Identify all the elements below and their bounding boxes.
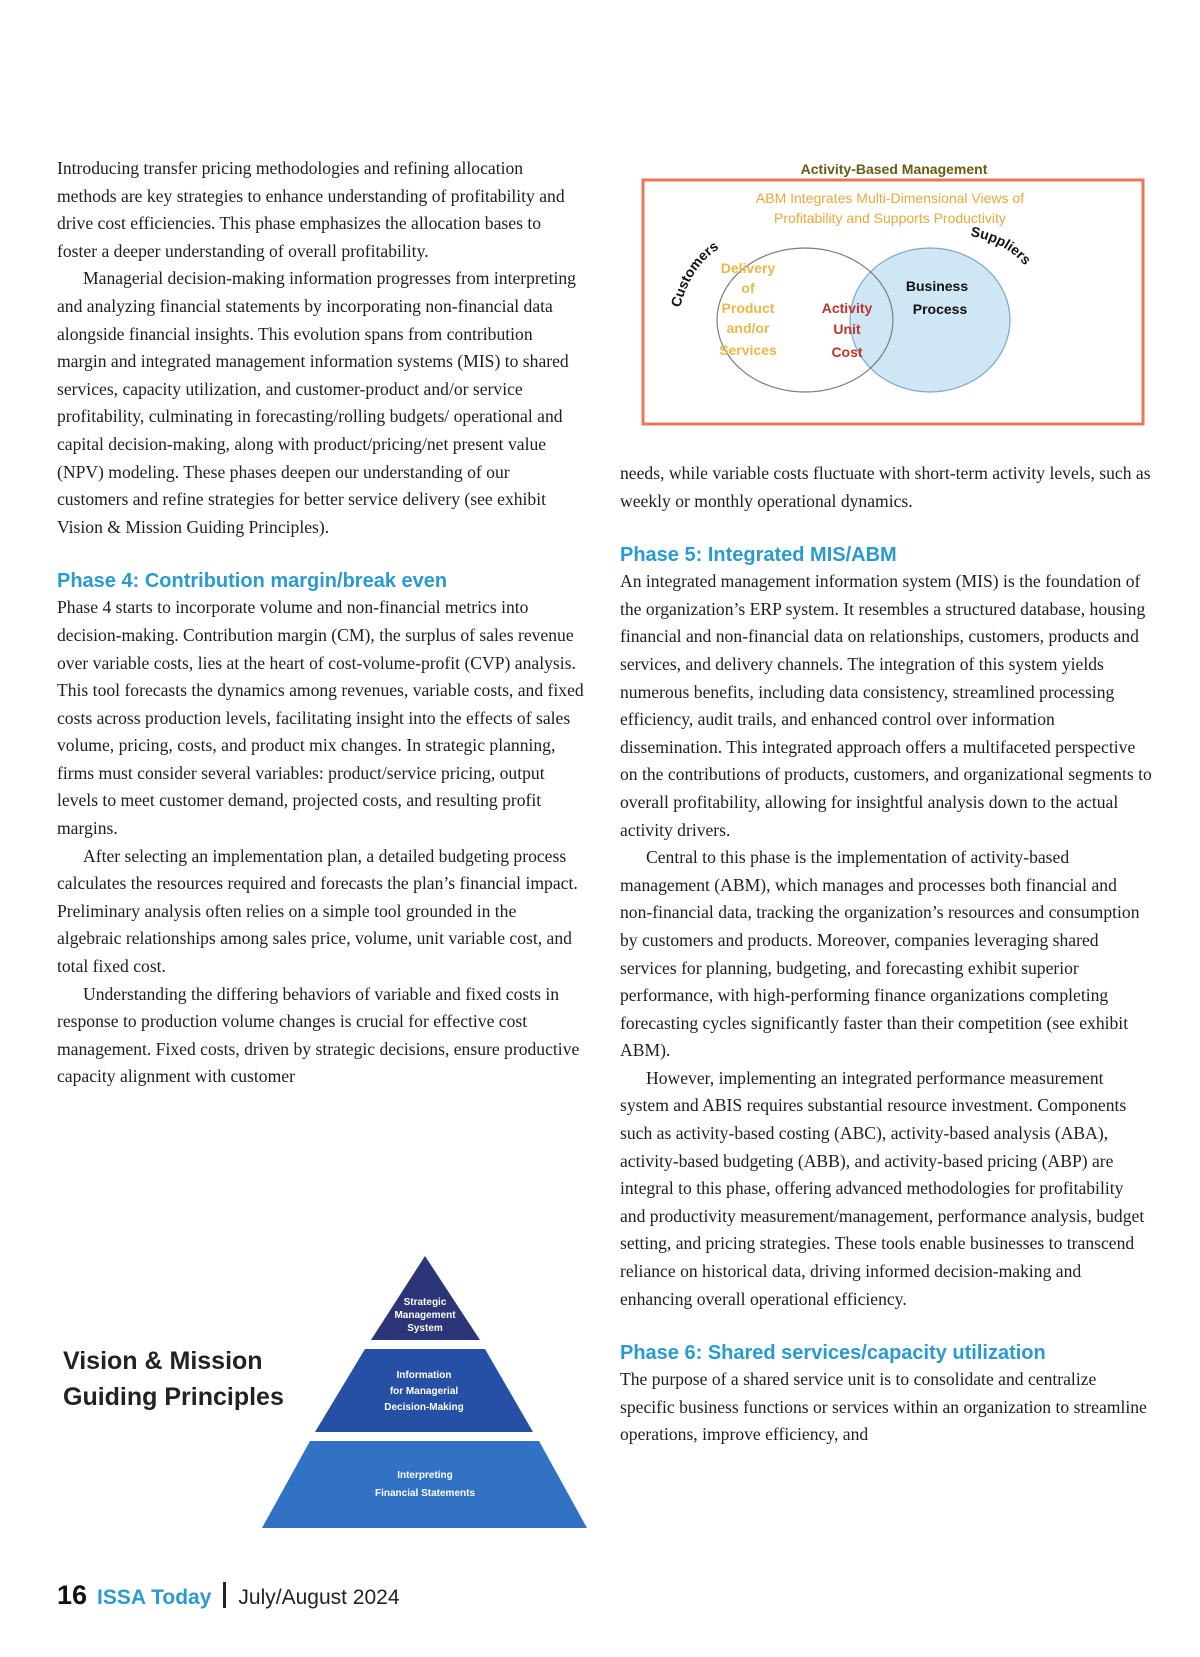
pyramid-figure bbox=[55, 1250, 595, 1540]
paragraph: After selecting an implementation plan, a detailed budgeting process calculates the resources required and forecasts the plan’s financial impact. Preliminary analysis often relies on a simple tool grounded in the algebraic relationships among sales price, volume, unit variable cost, and total fixed cost. bbox=[57, 845, 578, 977]
pyramid-bottom-line: Financial Statements bbox=[374, 1488, 476, 1499]
pyramid-middle-line: Information bbox=[396, 1370, 452, 1381]
page-footer bbox=[57, 1578, 400, 1618]
phase4-heading: Phase 4: Contribution margin/break even bbox=[57, 570, 448, 593]
abm-title: Activity-Based Management bbox=[800, 161, 988, 177]
abm-right-circle bbox=[850, 248, 1010, 392]
page-number: 16 bbox=[57, 1580, 88, 1610]
abm-right-line: Business bbox=[905, 278, 969, 294]
abm-suppliers-label: Suppliers bbox=[969, 223, 1035, 268]
paragraph: However, implementing an integrated performance measurement system and ABIS requires substantial resource investment. Components such as activity-based costing (ABC), activity-based analysis (ABA), activity-based budgeting (ABB), and activity-based pricing (ABP) are integral to this phase, offering advanced methodologies for profitability and productivity measurement/management, performance analysis, budget setting, and pricing strategies. These tools enable businesses to transcend reliance on historical data, driving informed decision-making and enhancing overall operational efficiency. bbox=[620, 1067, 1145, 1309]
pyramid-bottom-tier bbox=[262, 1441, 587, 1528]
issue-date: July/August 2024 bbox=[238, 1586, 400, 1609]
paragraph: Managerial decision-making information progresses from interpreting and analyzing financial statements by incorporating non-financial data alongside financial insights. This evolution spans from contribution margin and integrated management information systems (MIS) to shared services, capacity utilization, and customer-product and/or service profitability, culminating in forecasting/rolling budgets/ operational and capital decision-making, along with product/pricing/net present value (NPV) modeling. These phases deepen our understanding of our customers and refine strategies for better service delivery (see exhibit Vision & Mission Guiding Principles). bbox=[57, 268, 576, 537]
abm-center-line: Activity bbox=[821, 300, 873, 316]
left-column bbox=[57, 155, 585, 1091]
abm-left-line: Delivery bbox=[720, 260, 776, 276]
phase5-heading: Phase 5: Integrated MIS/ABM bbox=[620, 544, 897, 567]
abm-center-line: Cost bbox=[831, 344, 863, 360]
abm-left-line: Services bbox=[719, 342, 777, 358]
paragraph: Phase 4 starts to incorporate volume and non-financial metrics into decision-making. Contribution margin (CM), the surplus of sales revenue over variable costs, lies at the heart of cost-volume-profit (CVP) analysis. This tool forecasts the dynamics among revenues, variable costs, and fixed costs across production levels, facilitating insight into the effects of sales volume, pricing, costs, and product mix changes. In strategic planning, firms must consider several variables: product/service pricing, output levels to meet customer demand, projected costs, and resulting profit margins. bbox=[57, 597, 584, 839]
pyramid-title-line: Vision & Mission bbox=[63, 1347, 263, 1375]
pyramid-bottom-line: Interpreting bbox=[397, 1470, 453, 1481]
abm-right-line: Process bbox=[912, 301, 968, 317]
paragraph: Central to this phase is the implementation of activity-based management (ABM), which manages and processes both financial and non-financial data, tracking the organization’s resources and consumption by customers and products. Moreover, companies leveraging shared services for planning, budgeting, and forecasting exhibit superior performance, with high-performing finance organizations completing forecasting cycles significantly faster than their competition (see exhibit ABM). bbox=[620, 847, 1140, 1061]
abm-left-line: Product bbox=[721, 300, 775, 316]
pyramid-top-line: System bbox=[407, 1323, 443, 1334]
right-column bbox=[620, 460, 1152, 1449]
abm-figure bbox=[640, 158, 1148, 428]
paragraph: An integrated management information system (MIS) is the foundation of the organization’s ERP system. It resembles a structured database, housing financial and non-financial data on relationships, customers, products and services, and delivery channels. The integration of this system yields numerous benefits, including data consistency, streamlined processing efficiency, audit trails, and enhanced control over information dissemination. This integrated approach offers a multifaceted perspective on the contributions of products, customers, and organizational segments to overall profitability, allowing for insightful analysis down to the actual activity drivers. bbox=[620, 571, 1152, 840]
pyramid-title-line: Guiding Principles bbox=[63, 1383, 284, 1411]
pyramid-middle-line: Decision-Making bbox=[384, 1402, 464, 1413]
phase6-heading: Phase 6: Shared services/capacity utilization bbox=[620, 1342, 1046, 1365]
abm-center-line: Unit bbox=[833, 321, 861, 337]
abm-left-line: and/or bbox=[726, 320, 770, 336]
footer-divider bbox=[223, 1582, 226, 1608]
paragraph: Understanding the differing behaviors of variable and fixed costs in response to production volume changes is crucial for effective cost management. Fixed costs, driven by strategic decisions, ensure productive capacity alignment with customer bbox=[57, 983, 580, 1087]
abm-subtitle-1: ABM Integrates Multi-Dimensional Views of bbox=[755, 190, 1025, 206]
paragraph: Introducing transfer pricing methodologies and refining allocation methods are key strategies to enhance understanding of profitability and drive cost efficiencies. This phase emphasizes the allocation bases to foster a deeper understanding of overall profitability. bbox=[57, 158, 565, 261]
pyramid-middle-line: for Managerial bbox=[389, 1386, 459, 1397]
abm-customers-label: Customers bbox=[667, 237, 721, 309]
abm-subtitle-2: Profitability and Supports Productivity bbox=[774, 210, 1006, 226]
paragraph: The purpose of a shared service unit is to consolidate and centralize specific business functions or services within an organization to streamline operations, improve efficiency, and bbox=[620, 1369, 1147, 1445]
pyramid-top-line: Management bbox=[394, 1310, 456, 1321]
magazine-name: ISSA Today bbox=[97, 1586, 212, 1609]
abm-left-line: of bbox=[741, 280, 755, 296]
paragraph: needs, while variable costs fluctuate with short-term activity levels, such as weekly or monthly operational dynamics. bbox=[620, 463, 1151, 511]
pyramid-top-line: Strategic bbox=[403, 1297, 447, 1308]
